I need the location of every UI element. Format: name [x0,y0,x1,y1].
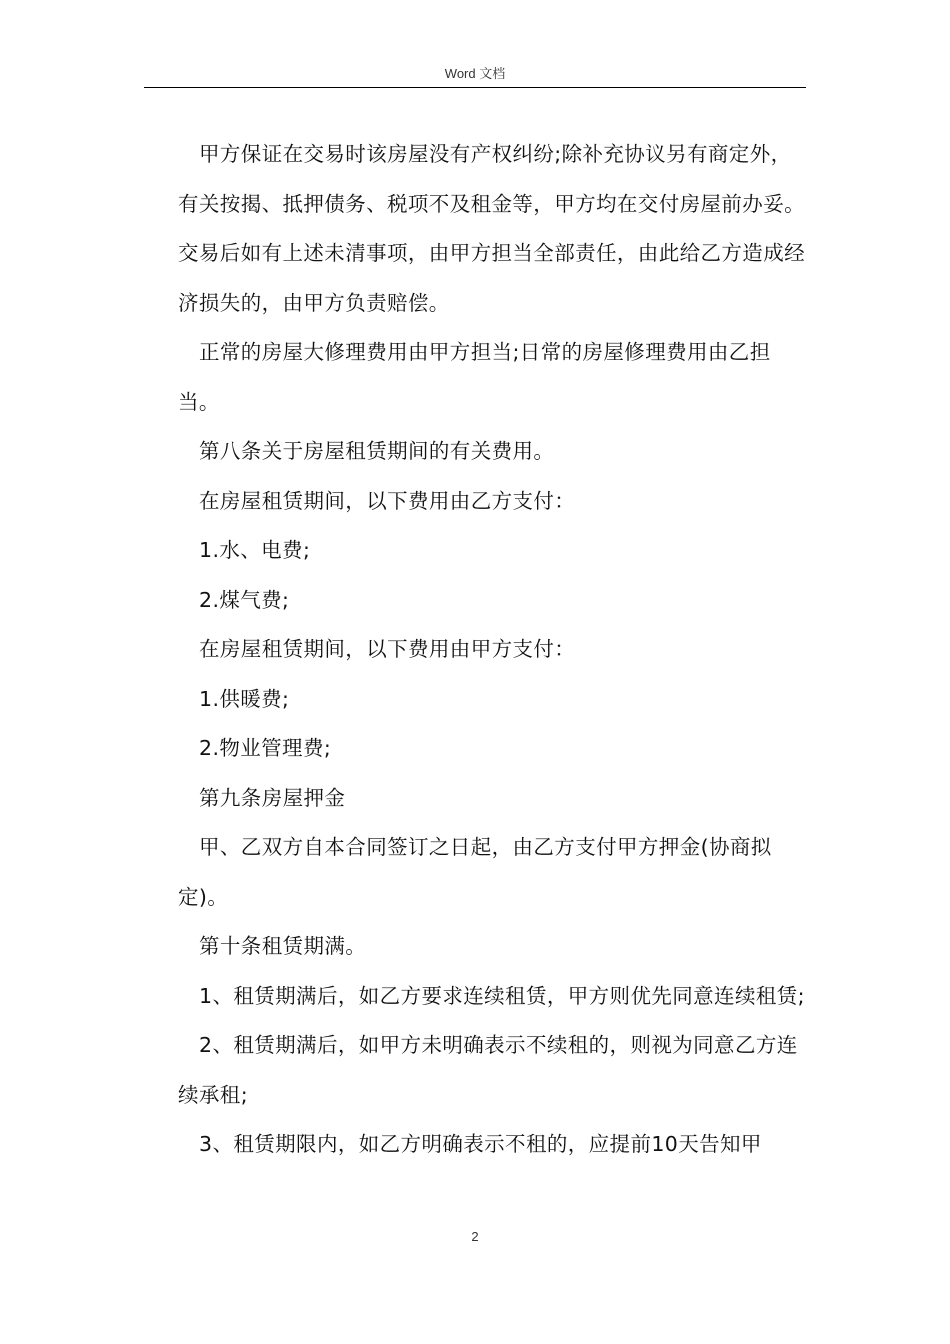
list-item: 3、租赁期限内，如乙方明确表示不租的，应提前10天告知甲 [199,1132,762,1156]
header-divider [144,87,806,88]
page-header: Word 文档 [444,66,506,81]
paragraph-landlord-pays: 在房屋租赁期间，以下费用由甲方支付： [199,637,576,661]
paragraph-tenant-pays: 在房屋租赁期间，以下费用由乙方支付： [199,488,576,513]
list-item: 1.水、电费; [199,538,311,562]
article-9-heading: 第九条房屋押金 [199,785,346,810]
article-10-heading: 第十条租赁期满。 [199,934,367,958]
document-body [178,130,806,1170]
article-8-heading: 第八条关于房屋租赁期间的有关费用。 [199,439,555,463]
paragraph-deposit: 甲、乙双方自本合同签订之日起，由乙方支付甲方押金(协商拟定)。 [178,835,772,909]
list-item: 2、租赁期满后，如甲方未明确表示不续租的，则视为同意乙方连续承租; [178,1033,798,1107]
list-item: 2.煤气费; [199,587,290,612]
page-number: 2 [471,1229,479,1244]
paragraph-guarantee: 甲方保证在交易时该房屋没有产权纠纷;除补充协议另有商定外，有关按揭、抵押债务、税项不及租金等，甲方均在交付房屋前办妥。交易后如有上述未清事项，由甲方担当全部责任，由此给乙方造成经济损失的，由甲方负责赔偿。 [178,142,805,315]
paragraph-repair-costs: 正常的房屋大修理费用由甲方担当;日常的房屋修理费用由乙担当。 [178,340,771,414]
list-item: 1、租赁期满后，如乙方要求连续租赁，甲方则优先同意连续租赁; [199,983,805,1008]
list-item: 1.供暖费; [199,686,290,711]
list-item: 2.物业管理费; [199,736,332,760]
